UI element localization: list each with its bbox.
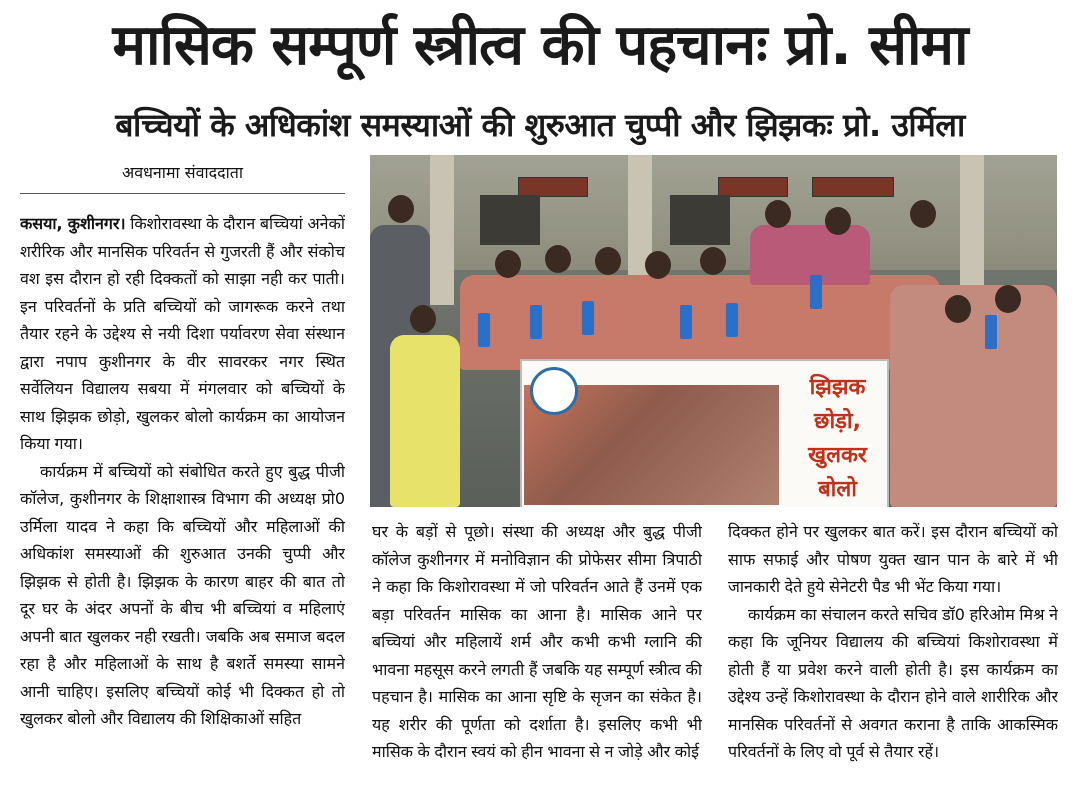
photo-window	[670, 195, 730, 245]
photo-person	[890, 285, 1057, 507]
photo-pad	[530, 305, 542, 339]
photo-pillar	[960, 155, 984, 305]
dateline: कसया, कुशीनगर।	[20, 214, 126, 233]
photo-head	[410, 305, 436, 333]
photo-head	[388, 195, 414, 223]
photo-pillar	[430, 155, 454, 305]
subheadline: बच्चियों के अधिकांश समस्याओं की शुरुआत चुप्पी और झिझकः प्रो. उर्मिला	[115, 106, 965, 144]
photo-pad	[810, 275, 822, 309]
banner-logo	[530, 367, 578, 415]
photo-head	[700, 247, 726, 275]
byline-divider	[20, 193, 345, 194]
photo-pad	[582, 301, 594, 335]
photo-head	[825, 207, 851, 235]
headline: मासिक सम्पूर्ण स्त्रीत्व की पहचानः प्रो. सीमा	[112, 13, 968, 78]
photo-head	[910, 200, 936, 228]
photo-head	[495, 250, 521, 278]
photo-pad	[680, 305, 692, 339]
photo-head	[995, 285, 1021, 313]
banner-slogan-line: झिझक	[809, 375, 866, 400]
paragraph	[20, 210, 345, 458]
banner-slogan-line: छोड़ो,	[814, 409, 861, 434]
photo-head	[545, 245, 571, 273]
photo-sign	[718, 177, 788, 197]
photo-sign	[518, 177, 588, 197]
event-photo	[370, 155, 1057, 507]
photo-sign	[812, 177, 894, 197]
paragraph: घर के बड़ों से पूछो। संस्था की अध्यक्ष और बुद्ध पीजी कॉलेज कुशीनगर में मनोविज्ञान की प्रोफेसर सीमा त्रिपाठी ने कहा कि किशोरावस्था में जो परिवर्तन आते हैं उनमें एक बड़ा परिवर्तन मासिक का आना है। मासिक आने पर बच्चियां और महिलायें शर्म और कभी कभी ग्लानि की भावना महसूस करने लगती हैं जबकि यह सम्पूर्ण स्त्रीत्व की पहचान है। मासिक का आना सृष्टि के सृजन का संकेत है। यह शरीर की पूर्णता को दर्शाता है। इसलिए कभी भी मासिक के दौरान स्वयं को हीन भावना से न जोड़े और कोई	[372, 522, 702, 761]
paragraph-text: किशोरावस्था के दौरान बच्चियां अनेकों शरीरिक और मानसिक परिवर्तन से गुजरती हैं और संकोच वश इस दौरान हो रही दिक्कतों को साझा नही कर पाती। इन परिवर्तनों के प्रति बच्चियों को जागरूक करने तथा तैयार रहने के उद्देश्य से नयी दिशा पर्यावरण सेवा संस्थान द्वारा नपाप कुशीनगर के वीर सावरकर नगर स्थित सर्वेलियन विद्यालय सबया में मंगलवार को बच्चियों के साथ झिझक छोड़ो, खुलकर बोलो कार्यक्रम का आयोजन किया गया।	[20, 214, 345, 453]
banner-slogan-line: बोलो	[818, 477, 857, 502]
banner-slogan	[790, 371, 885, 507]
photo-window	[480, 195, 540, 245]
article-column-3	[728, 518, 1058, 800]
photo-head	[765, 200, 791, 228]
photo-pad	[726, 303, 738, 337]
paragraph: दिक्कत होने पर खुलकर बात करें। इस दौरान बच्चियों को साफ सफाई और पोषण युक्त खान पान के बारे में भी जानकारी देते हुये सेनेटरी पैड भी भेंट किया गया।	[728, 522, 1058, 596]
paragraph: कार्यक्रम में बच्चियों को संबोधित करते हुए बुद्ध पीजी कॉलेज, कुशीनगर के शिक्षाशास्त्र विभाग की अध्यक्ष प्रो0 उर्मिला यादव ने कहा कि बच्चियों और महिलाओं की अधिकांश समस्याओं की शुरुआत उनकी चुप्पी और झिझक से होती है। झिझक के कारण बाहर की बात तो दूर घर के अंदर अपनों के बीच भी बच्चियां व महिलाएं अपनी बात खुलकर नही रखती। जबकि अब समाज बदल रहा है और महिलाओं के साथ है बशर्ते समस्या सामने आनी चाहिए। इसलिए बच्चियों कोई भी दिक्कत हो तो खुलकर बोलो और विद्यालय की शिक्षिकाओं सहित	[20, 461, 345, 728]
event-banner	[520, 359, 889, 507]
article-column-2	[372, 518, 702, 800]
photo-head	[945, 295, 971, 323]
photo-pad	[985, 315, 997, 349]
photo-pad	[478, 313, 490, 347]
banner-slogan-line: खुलकर	[808, 443, 867, 468]
photo-person	[390, 335, 460, 507]
byline: अवधनामा संवाददाता	[121, 163, 244, 182]
photo-head	[645, 251, 671, 279]
paragraph: कार्यक्रम का संचालन करते सचिव डॉ0 हरिओम मिश्र ने कहा कि जूनियर विद्यालय की बच्चियां किशोरावस्था में होती हैं या प्रवेश करने वाली होती है। इस कार्यक्रम का उद्देश्य उन्हें किशोरावस्था के दौरान होने वाले शारीरिक और मानसिक परिवर्तनों से अवगत कराना है ताकि आकस्मिक परिवर्तनों के लिए वो पूर्व से तैयार रहें।	[728, 604, 1058, 761]
photo-head	[595, 247, 621, 275]
article-column-1	[20, 210, 345, 800]
